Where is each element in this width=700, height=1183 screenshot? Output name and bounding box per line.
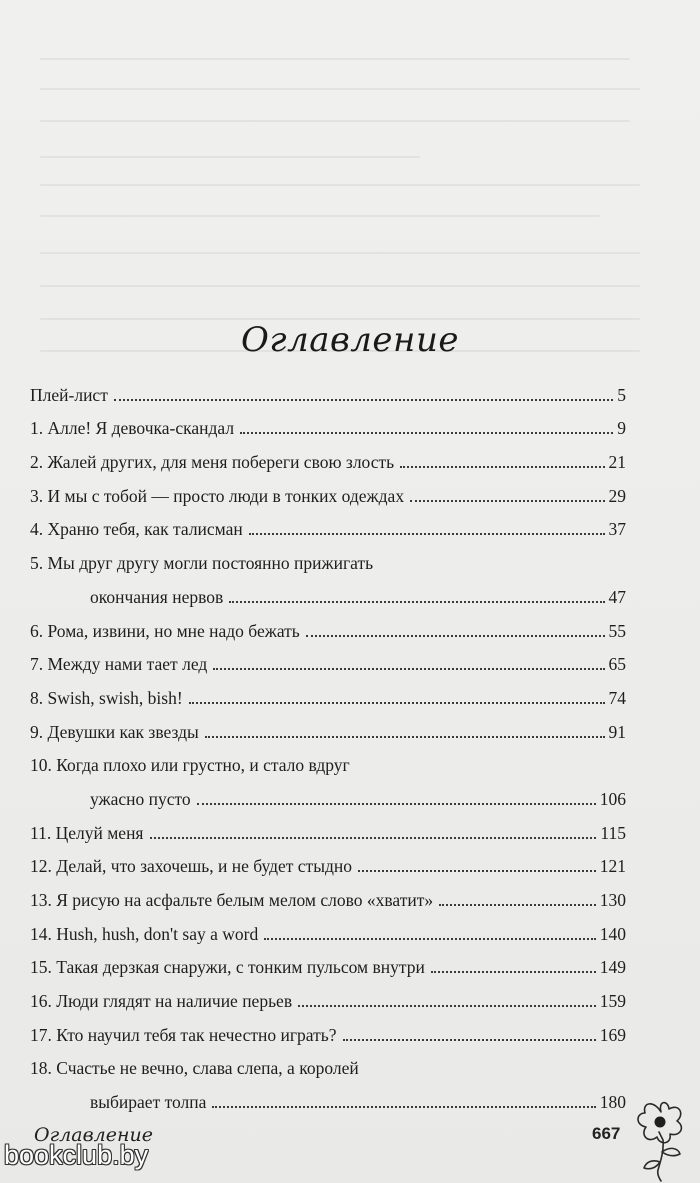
leader-dots	[400, 466, 604, 468]
toc-entry-page: 5	[617, 384, 626, 405]
page-title: Оглавление	[241, 320, 459, 360]
toc-entry-page: 169	[599, 1024, 626, 1045]
toc-entry-title: Плей-лист	[30, 384, 108, 405]
toc-entry[interactable]	[30, 1046, 626, 1080]
toc-entry[interactable]	[30, 810, 626, 844]
toc-entry-page: 65	[608, 654, 626, 675]
toc-entry-continuation[interactable]	[30, 776, 626, 810]
leader-dots	[240, 432, 613, 434]
leader-dots	[229, 601, 604, 603]
toc-entry-page: 47	[608, 586, 626, 607]
leader-dots	[306, 635, 605, 637]
toc-entry-title: 10. Когда плохо или грустно, и стало вдруг	[30, 755, 350, 776]
toc-entry-title: 18. Счастье не вечно, слава слепа, а королей	[30, 1058, 359, 1079]
toc-entry-page: 106	[599, 788, 626, 809]
toc-entry[interactable]	[30, 473, 626, 507]
flower-icon	[628, 1082, 694, 1182]
leader-dots	[431, 971, 596, 973]
toc-entry[interactable]	[30, 406, 626, 440]
toc-entry-page: 115	[600, 822, 626, 843]
toc-entry-title: 2. Жалей других, для меня побереги свою злость	[30, 452, 395, 473]
toc-entry[interactable]	[30, 743, 626, 777]
toc-entry-title: 6. Рома, извини, но мне надо бежать	[30, 620, 300, 641]
leader-dots	[150, 837, 597, 839]
toc-entry-page: 74	[608, 687, 626, 708]
toc-entry-page: 159	[599, 991, 626, 1012]
toc-entry[interactable]	[30, 507, 626, 541]
toc-entry-title: 13. Я рисую на асфальте белым мелом слово «хватит»	[30, 890, 434, 910]
leader-dots	[114, 399, 613, 401]
toc-entry-title: 7. Между нами тает лед	[30, 654, 208, 675]
toc-entry-title: 11. Целуй меня	[30, 822, 144, 843]
toc-entry-page: 55	[608, 620, 626, 641]
toc-entry-page: 149	[599, 957, 626, 978]
toc-entry-title: 16. Люди глядят на наличие перьев	[30, 991, 293, 1012]
toc-entry-title: 5. Мы друг другу могли постоянно прижигать	[30, 553, 374, 574]
toc-entry-title: 17. Кто научил тебя так нечестно играть?	[30, 1024, 337, 1045]
leader-dots	[189, 702, 605, 704]
table-of-contents	[30, 372, 626, 1113]
toc-entry[interactable]	[30, 877, 626, 911]
leader-dots	[410, 500, 604, 502]
toc-entry[interactable]	[30, 372, 626, 406]
toc-entry-title: окончания нервов	[90, 586, 224, 607]
leader-dots	[439, 904, 596, 906]
toc-entry[interactable]	[30, 1012, 626, 1046]
toc-entry-page: 121	[599, 856, 626, 877]
toc-entry-continuation[interactable]	[30, 1079, 626, 1113]
watermark: bookclub.by	[4, 1140, 149, 1170]
toc-entry-page: 37	[608, 519, 626, 540]
toc-entry-page: 180	[599, 1092, 626, 1113]
leader-dots	[213, 668, 604, 670]
toc-entry[interactable]	[30, 675, 626, 709]
toc-entry-title: 8. Swish, swish, bish!	[30, 687, 183, 708]
toc-entry[interactable]	[30, 978, 626, 1012]
toc-entry-page: 130	[599, 890, 626, 910]
toc-entry[interactable]	[30, 608, 626, 642]
toc-entry-title: 1. Алле! Я девочка-скандал	[30, 418, 235, 439]
toc-entry-title: 14. Hush, hush, don't say a word	[30, 923, 259, 944]
toc-entry[interactable]	[30, 709, 626, 743]
leader-dots	[343, 1039, 596, 1041]
toc-entry-title: 3. И мы с тобой — просто люди в тонких одеждах	[30, 485, 405, 506]
toc-entry-page: 9	[617, 418, 626, 439]
toc-entry-page: 140	[599, 923, 626, 944]
toc-entry-page: 91	[608, 721, 626, 742]
page-number: 667	[592, 1124, 621, 1143]
toc-entry[interactable]	[30, 642, 626, 676]
toc-entry-title: ужасно пусто	[90, 788, 191, 809]
toc-entry[interactable]	[30, 540, 626, 574]
toc-entry-title: 12. Делай, что захочешь, и не будет стыдно	[30, 856, 352, 877]
toc-entry[interactable]	[30, 844, 626, 878]
running-title: Оглавление	[34, 1124, 154, 1146]
toc-entry-page: 29	[608, 485, 626, 506]
toc-entry-title: 4. Храню тебя, как талисман	[30, 519, 243, 540]
toc-entry[interactable]	[30, 439, 626, 473]
toc-entry[interactable]	[30, 945, 626, 979]
leader-dots	[298, 1005, 596, 1007]
leader-dots	[212, 1106, 595, 1108]
leader-dots	[249, 533, 605, 535]
toc-entry-title: 15. Такая дерзкая снаружи, с тонким пульсом внутри	[30, 957, 425, 978]
leader-dots	[358, 870, 596, 872]
toc-entry-title: 9. Девушки как звезды	[30, 721, 199, 742]
leader-dots	[264, 938, 596, 940]
toc-entry-continuation[interactable]	[30, 574, 626, 608]
leader-dots	[197, 803, 596, 805]
toc-entry-title: выбирает толпа	[90, 1092, 207, 1113]
leader-dots	[205, 736, 605, 738]
toc-entry[interactable]	[30, 911, 626, 945]
toc-entry-page: 21	[608, 452, 626, 473]
